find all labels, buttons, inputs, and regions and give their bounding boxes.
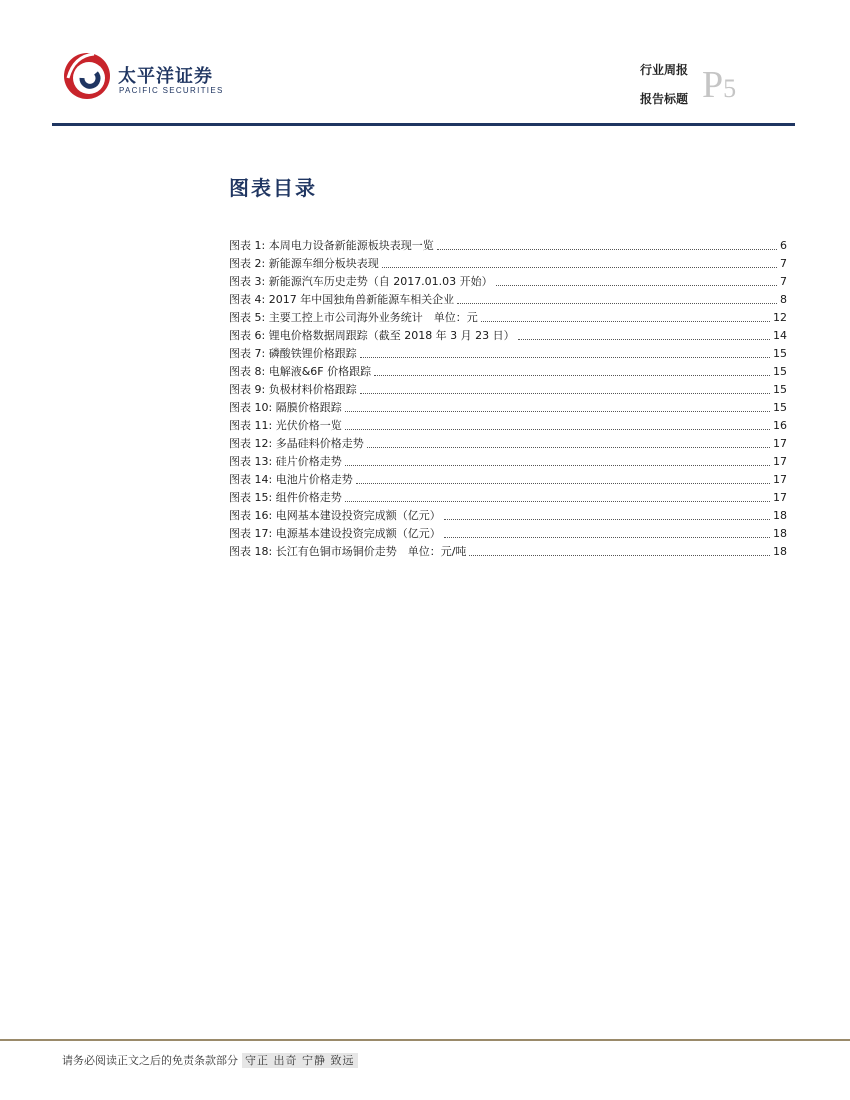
- report-title: 报告标题: [639, 92, 688, 106]
- toc-item[interactable]: [229, 471, 787, 489]
- toc-item-label: 图表 9: 负极材料价格跟踪: [229, 383, 357, 396]
- toc-item-page: 18: [773, 545, 787, 558]
- toc-item-label: 图表 3: 新能源汽车历史走势（自 2017.01.03 开始）: [229, 275, 493, 288]
- toc-leader: [382, 267, 777, 268]
- toc-leader: [469, 555, 770, 556]
- toc-item[interactable]: [229, 309, 787, 327]
- logo-english-name: PACIFIC SECURITIES: [119, 86, 224, 95]
- toc-item[interactable]: [229, 399, 787, 417]
- company-logo: [62, 40, 262, 110]
- toc-item-label: 图表 5: 主要工控上市公司海外业务统计 单位：元: [229, 311, 478, 324]
- toc-leader: [374, 375, 770, 376]
- toc-list: [229, 237, 787, 561]
- footer-divider: [0, 1039, 850, 1041]
- toc-item-label: 图表 18: 长江有色铜市场铜价走势 单位：元/吨: [229, 545, 467, 558]
- toc-item-label: 图表 6: 锂电价格数据周跟踪（截至 2018 年 3 月 23 日）: [229, 329, 515, 342]
- toc-item-page: 17: [773, 491, 787, 504]
- toc-item[interactable]: [229, 453, 787, 471]
- toc-item-label: 图表 13: 硅片价格走势: [229, 455, 342, 468]
- toc-item[interactable]: [229, 237, 787, 255]
- toc-item[interactable]: [229, 327, 787, 345]
- report-type: 行业周报: [639, 63, 688, 77]
- toc-item[interactable]: [229, 273, 787, 291]
- toc-leader: [345, 465, 770, 466]
- page-digit: 5: [723, 74, 737, 103]
- toc-item[interactable]: [229, 255, 787, 273]
- toc-leader: [457, 303, 777, 304]
- toc-heading: 图表目录: [229, 176, 317, 200]
- toc-item[interactable]: [229, 363, 787, 381]
- toc-item-page: 17: [773, 473, 787, 486]
- toc-item-page: 16: [773, 419, 787, 432]
- toc-item[interactable]: [229, 543, 787, 561]
- toc-leader: [367, 447, 770, 448]
- toc-leader: [518, 339, 770, 340]
- toc-item-page: 15: [773, 347, 787, 360]
- page-letter: P: [702, 64, 724, 106]
- toc-leader: [345, 429, 770, 430]
- toc-leader: [496, 285, 777, 286]
- toc-item-page: 7: [780, 275, 787, 288]
- toc-item-page: 6: [780, 239, 787, 252]
- toc-item-label: 图表 16: 电网基本建设投资完成额（亿元）: [229, 509, 441, 522]
- toc-item-label: 图表 15: 组件价格走势: [229, 491, 342, 504]
- toc-item-label: 图表 7: 磷酸铁锂价格跟踪: [229, 347, 357, 360]
- toc-item-page: 15: [773, 401, 787, 414]
- toc-item[interactable]: [229, 291, 787, 309]
- toc-item[interactable]: [229, 525, 787, 543]
- toc-item-label: 图表 12: 多晶硅料价格走势: [229, 437, 364, 450]
- header-divider: [52, 123, 795, 126]
- toc-item-label: 图表 2: 新能源车细分板块表现: [229, 257, 379, 270]
- toc-item-page: 14: [773, 329, 787, 342]
- toc-item[interactable]: [229, 381, 787, 399]
- toc-item[interactable]: [229, 417, 787, 435]
- footer-motto: 守正 出奇 宁静 致远: [242, 1053, 358, 1068]
- toc-item-page: 17: [773, 455, 787, 468]
- logo-chinese-name: 太平洋证券: [118, 66, 213, 87]
- footer: [62, 1052, 358, 1068]
- toc-item[interactable]: [229, 507, 787, 525]
- toc-item-label: 图表 1: 本周电力设备新能源板块表现一览: [229, 239, 434, 252]
- toc-item-label: 图表 10: 隔膜价格跟踪: [229, 401, 342, 414]
- toc-item-label: 图表 11: 光伏价格一览: [229, 419, 342, 432]
- toc-item-label: 图表 8: 电解液&6F 价格跟踪: [229, 365, 372, 378]
- toc-leader: [345, 501, 770, 502]
- toc-item-page: 18: [773, 527, 787, 540]
- toc-item[interactable]: [229, 345, 787, 363]
- toc-item-label: 图表 4: 2017 年中国独角兽新能源车相关企业: [229, 293, 455, 306]
- toc-item-page: 8: [780, 293, 787, 306]
- toc-leader: [345, 411, 770, 412]
- toc-leader: [360, 357, 770, 358]
- footer-disclaimer: 请务必阅读正文之后的免责条款部分: [62, 1054, 238, 1067]
- toc-item-label: 图表 14: 电池片价格走势: [229, 473, 353, 486]
- toc-item-page: 17: [773, 437, 787, 450]
- pacific-logo-icon: [62, 48, 112, 104]
- toc-item[interactable]: [229, 489, 787, 507]
- toc-item-page: 15: [773, 365, 787, 378]
- toc-item-label: 图表 17: 电源基本建设投资完成额（亿元）: [229, 527, 441, 540]
- toc-leader: [360, 393, 770, 394]
- toc-leader: [444, 519, 770, 520]
- toc-leader: [437, 249, 777, 250]
- toc-item-page: 15: [773, 383, 787, 396]
- toc-item[interactable]: [229, 435, 787, 453]
- toc-leader: [481, 321, 770, 322]
- toc-item-page: 7: [780, 257, 787, 270]
- toc-leader: [356, 483, 770, 484]
- page-number: [702, 66, 736, 104]
- toc-item-page: 18: [773, 509, 787, 522]
- toc-item-page: 12: [773, 311, 787, 324]
- toc-leader: [444, 537, 770, 538]
